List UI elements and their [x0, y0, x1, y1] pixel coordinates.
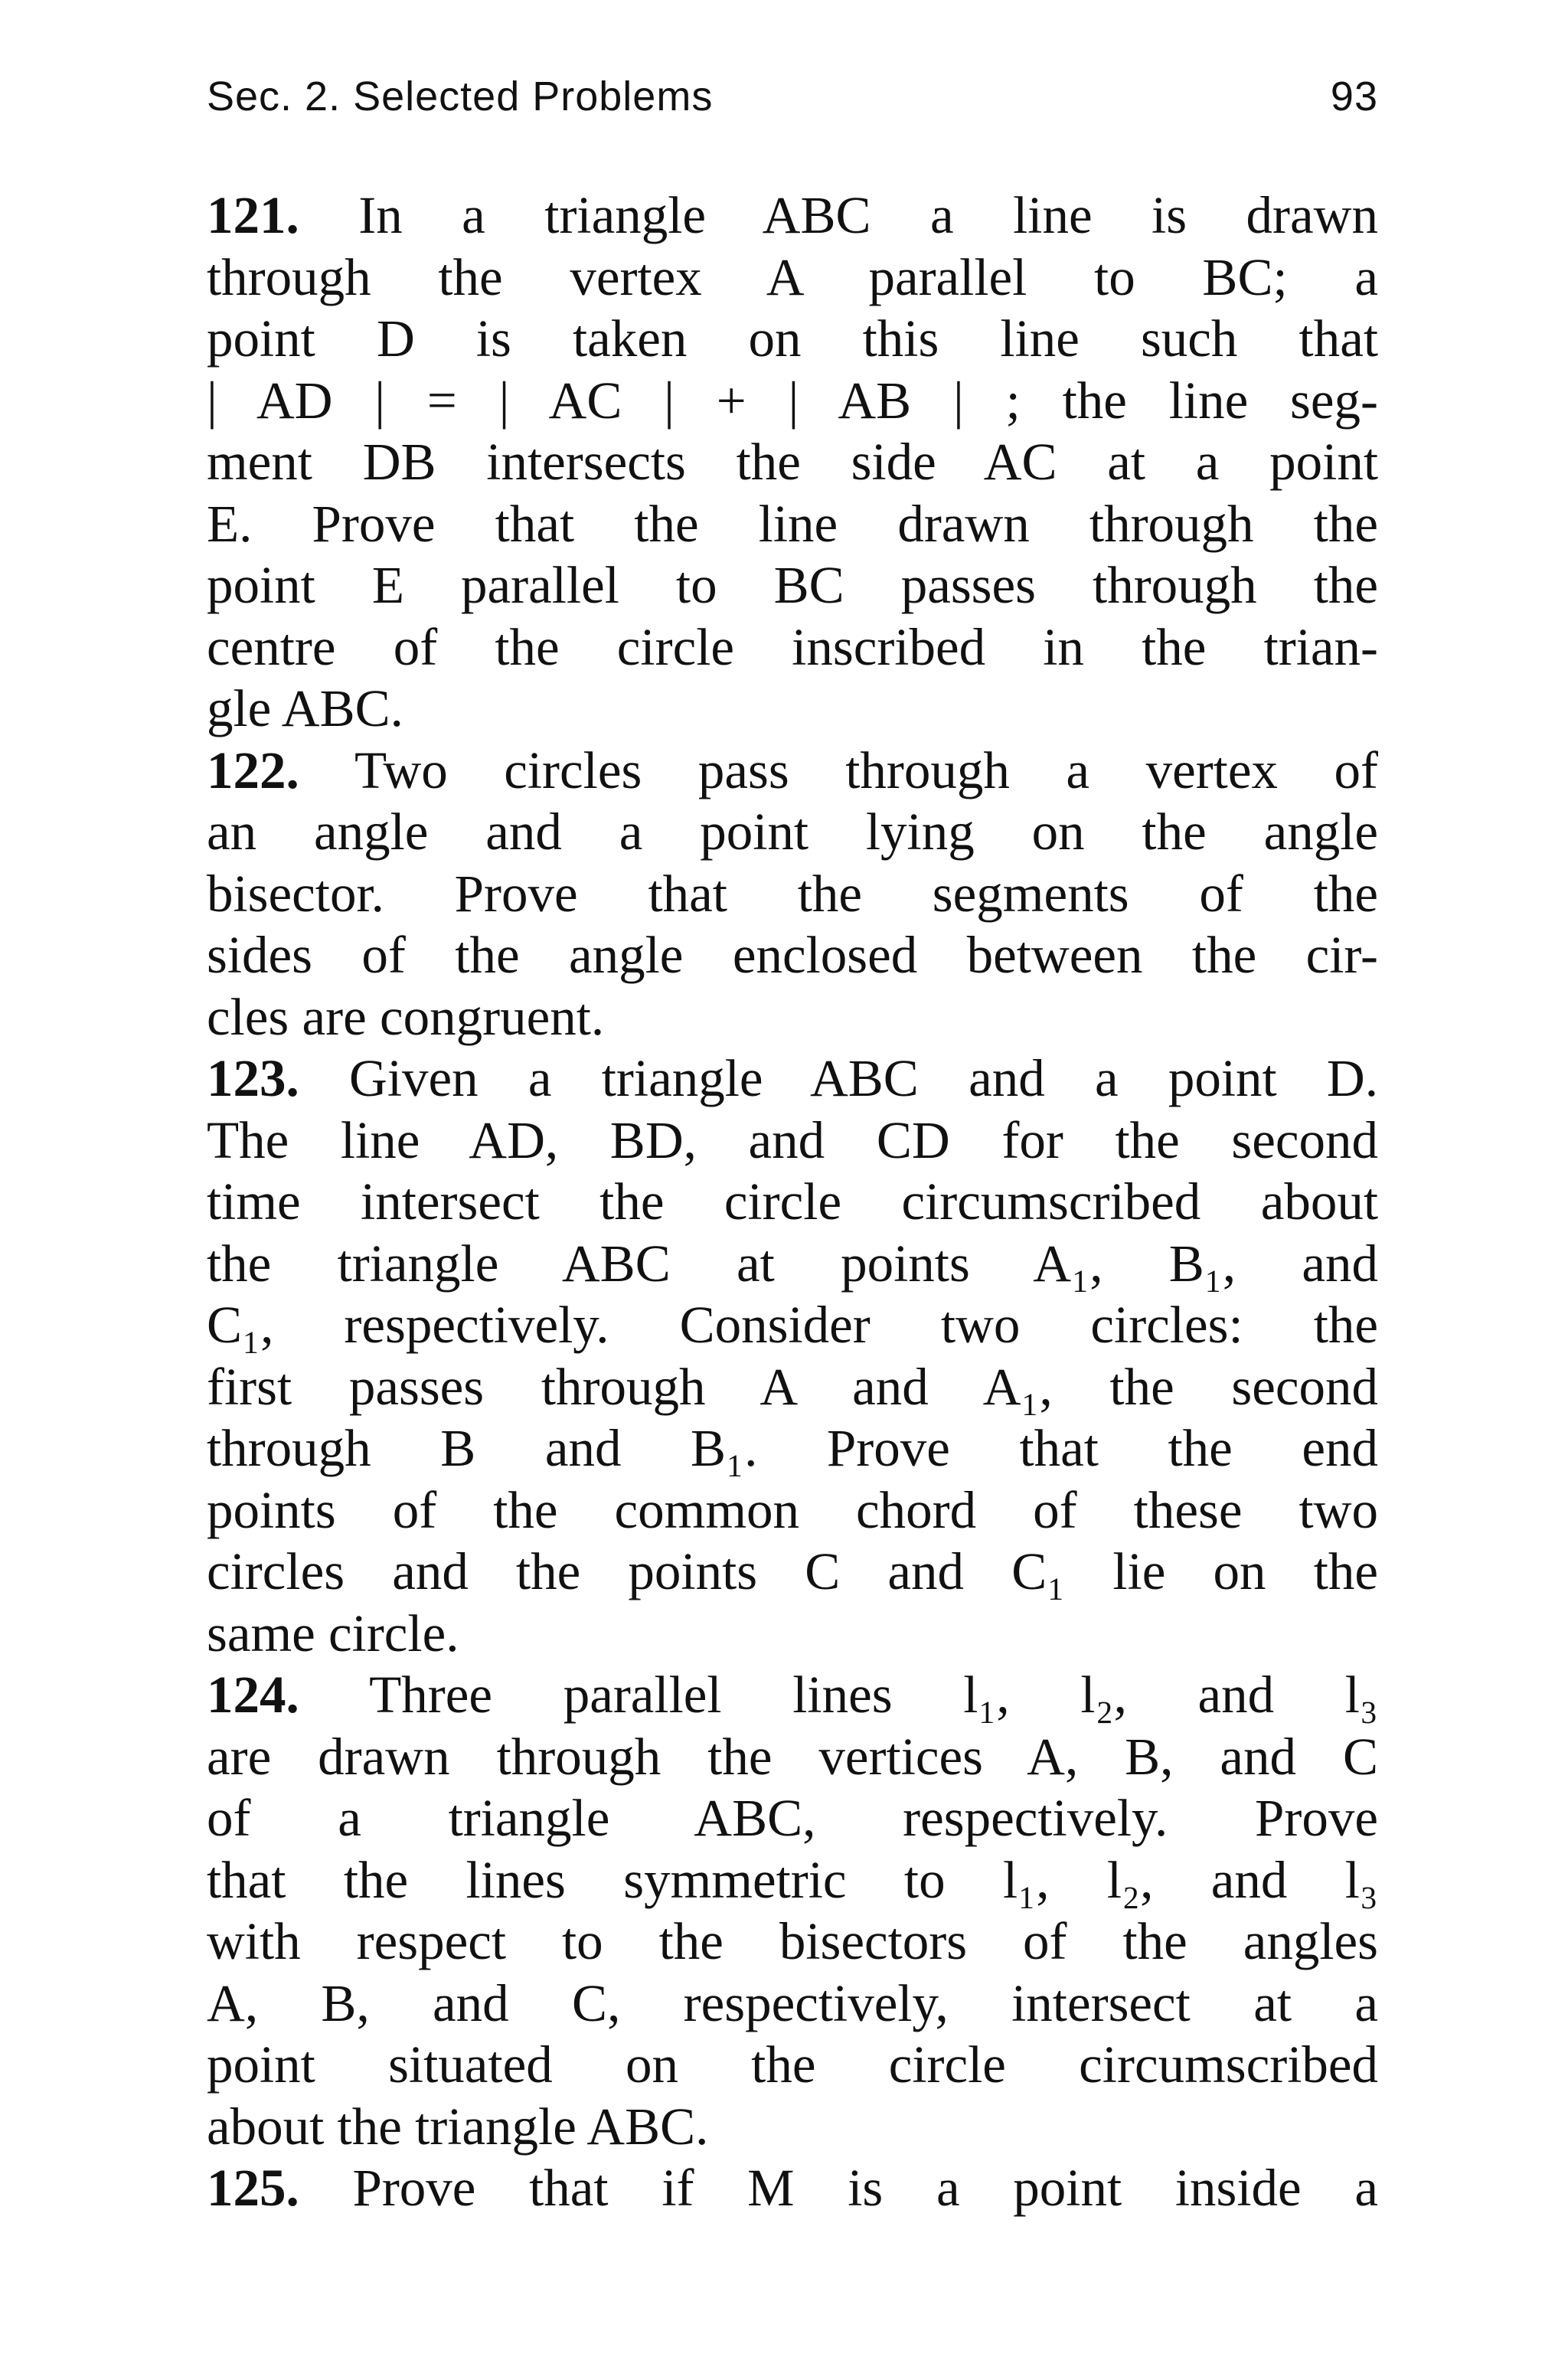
text-line: [207, 986, 1378, 1048]
text-line: [207, 308, 1378, 370]
text-line: [207, 554, 1378, 616]
line-text: Three parallel lines l₁, l₂, and l₃: [299, 1666, 1378, 1724]
problem-start-line: [207, 1664, 1378, 1726]
line-text: an angle and a point lying on the angle: [207, 803, 1378, 861]
text-line: [207, 801, 1378, 863]
text-line: [207, 1294, 1378, 1356]
text-line: [207, 1911, 1378, 1973]
text-line: [207, 493, 1378, 555]
line-text: first passes through A and A₁, the second: [207, 1357, 1378, 1416]
line-text: gle ABC.: [207, 679, 403, 737]
text-line: [207, 370, 1378, 432]
text-line: [207, 1787, 1378, 1849]
line-text: E. Prove that the line drawn through the: [207, 494, 1378, 553]
text-line: [207, 1541, 1378, 1603]
line-text: the triangle ABC at points A₁, B₁, and: [207, 1234, 1378, 1293]
line-text: centre of the circle inscribed in the trian-: [207, 617, 1378, 676]
page-number: 93: [1330, 74, 1378, 119]
text-line: [207, 1849, 1378, 1911]
line-text: sides of the angle enclosed between the cir-: [207, 926, 1378, 984]
text-line: [207, 2034, 1378, 2096]
line-text: bisector. Prove that the segments of the: [207, 864, 1378, 923]
text-line: [207, 924, 1378, 986]
text-line: [207, 863, 1378, 925]
problem-number: 124.: [207, 1666, 299, 1724]
text-line: [207, 1479, 1378, 1541]
problem-start-line: [207, 2157, 1378, 2219]
text-line: [207, 247, 1378, 309]
line-text: time intersect the circle circumscribed about: [207, 1172, 1378, 1231]
line-text: same circle.: [207, 1604, 459, 1662]
problem-text: [207, 185, 1378, 2219]
text-line: [207, 1973, 1378, 2035]
line-text: A, B, and C, respectively, intersect at a: [207, 1973, 1378, 2032]
text-line: [207, 1726, 1378, 1788]
line-text: of a triangle ABC, respectively. Prove: [207, 1789, 1378, 1847]
line-text: that the lines symmetric to l₁, l₂, and l₃: [207, 1850, 1378, 1909]
line-text: Two circles pass through a vertex of: [299, 740, 1378, 799]
text-line: [207, 1110, 1378, 1172]
line-text: through B and B₁. Prove that the end: [207, 1419, 1378, 1477]
text-line: [207, 1417, 1378, 1479]
text-line: [207, 616, 1378, 678]
problem-number: 121.: [207, 186, 299, 244]
problem-number: 122.: [207, 740, 299, 799]
line-text: C₁, respectively. Consider two circles: the: [207, 1296, 1378, 1354]
line-text: with respect to the bisectors of the angles: [207, 1912, 1378, 1970]
problem-start-line: [207, 185, 1378, 247]
line-text: point situated on the circle circumscribed: [207, 2035, 1378, 2094]
text-line: [207, 1356, 1378, 1418]
line-text: cles are congruent.: [207, 987, 605, 1046]
problem-number: 123.: [207, 1049, 299, 1107]
text-line: [207, 1171, 1378, 1233]
line-text: point E parallel to BC passes through the: [207, 556, 1378, 614]
text-line: [207, 431, 1378, 493]
text-line: [207, 1233, 1378, 1295]
line-text: about the triangle ABC.: [207, 2097, 709, 2156]
line-text: In a triangle ABC a line is drawn: [299, 186, 1378, 244]
line-text: The line AD, BD, and CD for the second: [207, 1110, 1378, 1169]
line-text: are drawn through the vertices A, B, and C: [207, 1727, 1378, 1786]
line-text: points of the common chord of these two: [207, 1480, 1378, 1539]
problem-start-line: [207, 740, 1378, 802]
line-text: point D is taken on this line such that: [207, 309, 1378, 368]
text-line: [207, 678, 1378, 740]
section-title: Sec. 2. Selected Problems: [207, 74, 714, 119]
problem-number: 125.: [207, 2159, 299, 2217]
book-page: [207, 73, 1378, 2219]
line-text: Given a triangle ABC and a point D.: [299, 1049, 1378, 1107]
line-text: | AD | = | AC | + | AB | ; the line seg-: [207, 371, 1378, 430]
line-text: Prove that if M is a point inside a: [299, 2159, 1378, 2217]
running-head: [207, 73, 1378, 120]
line-text: ment DB intersects the side AC at a point: [207, 433, 1378, 491]
text-line: [207, 2096, 1378, 2158]
text-line: [207, 1603, 1378, 1665]
line-text: through the vertex A parallel to BC; a: [207, 247, 1378, 306]
line-text: circles and the points C and C₁ lie on the: [207, 1542, 1378, 1600]
problem-start-line: [207, 1048, 1378, 1110]
